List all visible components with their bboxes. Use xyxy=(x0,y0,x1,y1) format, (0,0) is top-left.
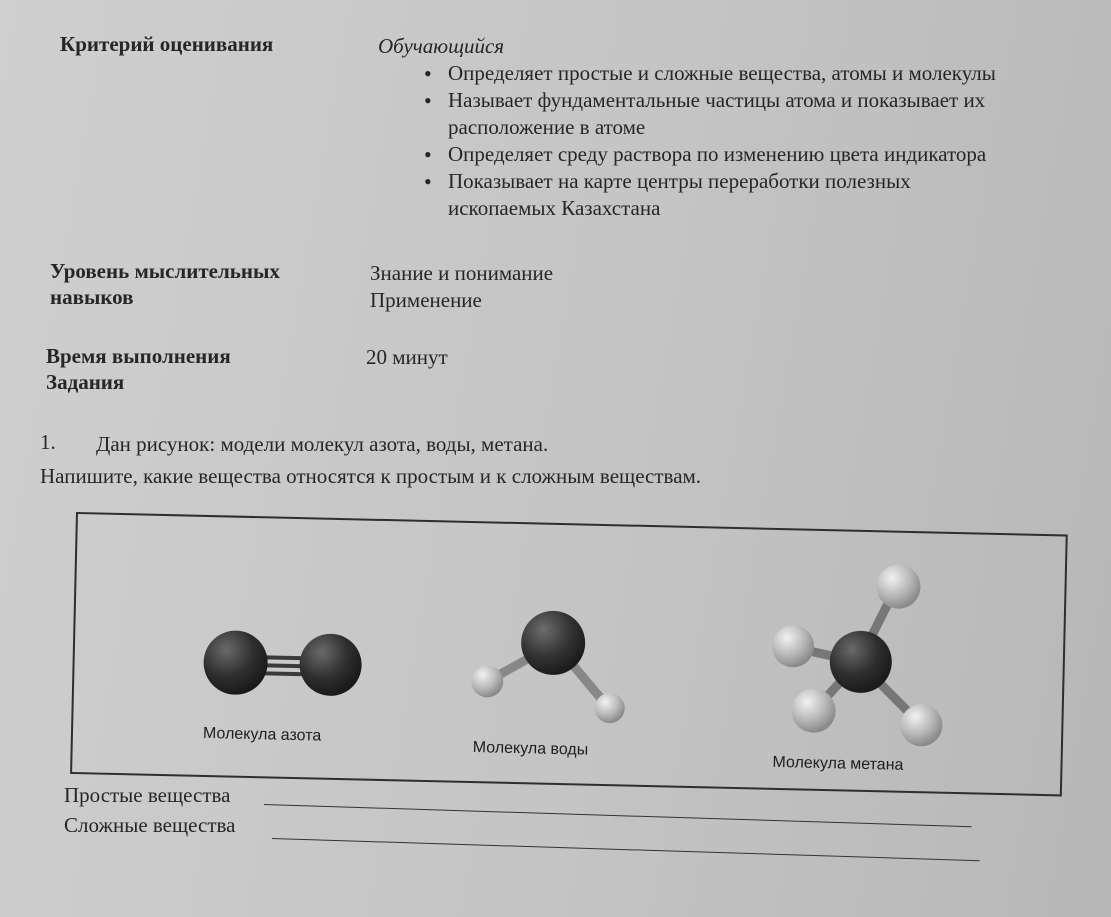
water-caption: Молекула воды xyxy=(472,739,589,759)
time-value: 20 минут xyxy=(366,345,448,369)
criteria-item: • Называет фундаментальные частицы атома и показывает их расположение в атоме xyxy=(420,87,1078,141)
task-line-1: Дан рисунок: модели молекул азота, воды, метана. xyxy=(96,432,549,456)
task-number: 1. xyxy=(40,430,56,454)
nitrogen-molecule-image xyxy=(190,617,392,712)
skills-label: Уровень мыслительных навыков xyxy=(50,259,280,309)
skills-value-1: Знание и понимание xyxy=(370,261,554,285)
task-line-2: Напишите, какие вещества относятся к простым и к сложным веществам. xyxy=(40,464,702,488)
methane-caption: Молекула метана xyxy=(772,753,904,774)
water-molecule-image xyxy=(453,599,656,734)
criteria-item: • Определяет среду раствора по изменению цвета индикатора xyxy=(420,141,1110,168)
criteria-item: • Показывает на карте центры переработки полезных ископаемых Казахстана xyxy=(420,168,1008,222)
simple-substances-answer-line[interactable] xyxy=(264,804,972,827)
methane-molecule-image xyxy=(757,550,971,755)
complex-substances-answer-line[interactable] xyxy=(272,838,980,861)
criteria-label: Критерий оценивания xyxy=(60,32,274,56)
criteria-intro: Обучающийся xyxy=(378,34,505,58)
criteria-item: • Определяет простые и сложные вещества, атомы и молекулы xyxy=(420,60,1098,87)
criteria-list xyxy=(420,60,1110,222)
time-label: Время выполнения Задания xyxy=(46,344,231,394)
simple-substances-label: Простые вещества xyxy=(64,783,231,807)
molecule-figure xyxy=(70,512,1068,796)
skills-value-2: Применение xyxy=(370,288,482,312)
nitrogen-caption: Молекула азота xyxy=(202,724,322,745)
complex-substances-label: Сложные вещества xyxy=(64,813,236,837)
